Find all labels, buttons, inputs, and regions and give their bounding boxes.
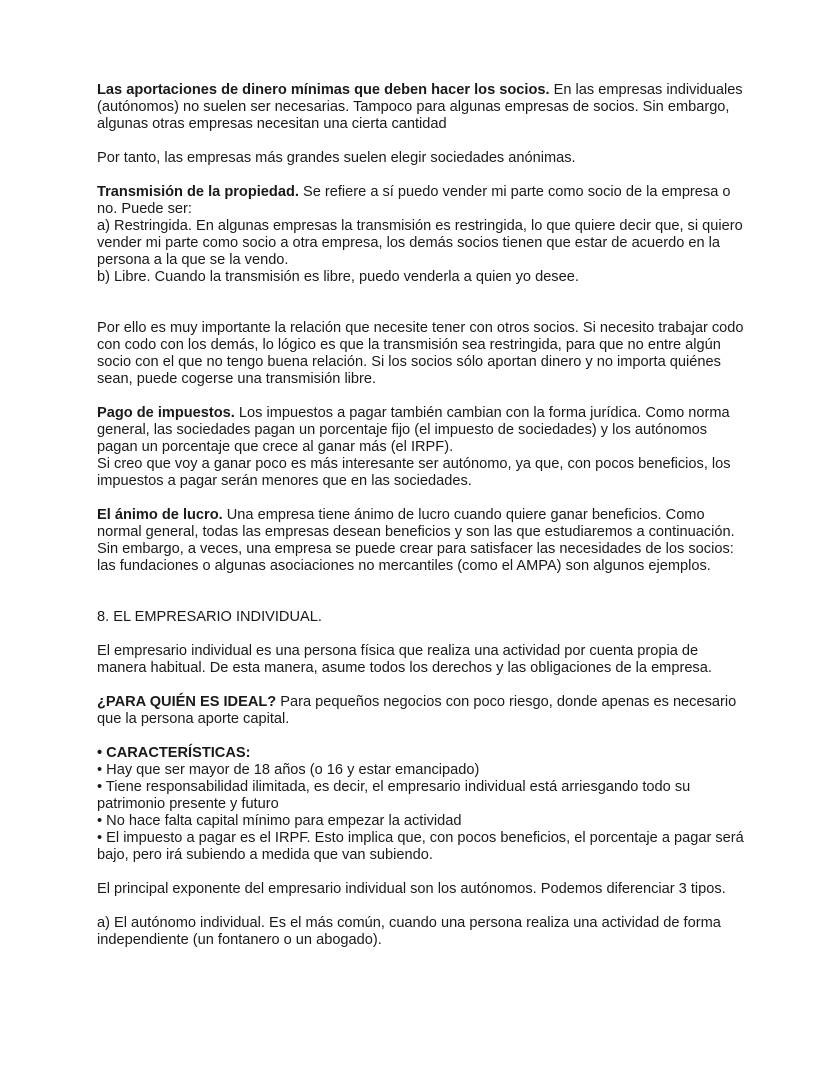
aportaciones-conclusion: Por tanto, las empresas más grandes suelen elegir sociedades anónimas.: [97, 150, 576, 166]
impuestos-text: Los impuestos a pagar también cambian con la forma jurídica. Como norma general, las sociedades pagan un porcentaje fijo (el impuesto de sociedades) y los autónomos pagan un porcentaje que crece al ganar más (el IRPF).: [97, 405, 730, 455]
feature-item: • Tiene responsabilidad ilimitada, es decir, el empresario individual está arriesgando todo su patrimonio presente y futuro: [97, 779, 691, 812]
transmision-heading: Transmisión de la propiedad.: [97, 184, 299, 200]
document-page: [97, 82, 747, 949]
impuestos-text-2: Si creo que voy a ganar poco es más interesante ser autónomo, ya que, con pocos beneficios, los impuestos a pagar serán menores que en las sociedades.: [97, 456, 731, 489]
transmision-paragraph: [97, 184, 747, 218]
lucro-paragraph: [97, 507, 747, 541]
features-heading-text: • CARACTERÍSTICAS:: [97, 745, 251, 761]
impuestos-heading: Pago de impuestos.: [97, 405, 235, 421]
lucro-heading: El ánimo de lucro.: [97, 507, 223, 523]
transmision-conclusion: Por ello es muy importante la relación que necesite tener con otros socios. Si necesito trabajar codo con codo con los demás, lo lógico es que la transmisión sea restringida, para que no entre algún socio con el que no tengo buena relación. Si los socios sólo aportan dinero y no importa quiénes sean, puede cogerse una transmisión libre.: [97, 320, 744, 387]
section-title: 8. EL EMPRESARIO INDIVIDUAL.: [97, 609, 322, 625]
aportaciones-text: En las empresas individuales (autónomos) no suelen ser necesarias. Tampoco para algunas empresas de socios. Sin embargo, algunas otras empresas necesitan una cierta cantidad: [97, 82, 743, 132]
feature-item: • El impuesto a pagar es el IRPF. Esto implica que, con pocos beneficios, el porcentaje a pagar será bajo, pero irá subiendo a medida que van subiendo.: [97, 830, 744, 863]
transmision-text: Se refiere a sí puedo vender mi parte como socio de la empresa o no. Puede ser:: [97, 184, 731, 217]
ideal-heading: ¿PARA QUIÉN ES IDEAL?: [97, 694, 277, 710]
feature-item: • Hay que ser mayor de 18 años (o 16 y estar emancipado): [97, 762, 480, 778]
feature-item: • No hace falta capital mínimo para empezar la actividad: [97, 813, 462, 829]
section-intro: El empresario individual es una persona física que realiza una actividad por cuenta propia de manera habitual. De esta manera, asume todos los derechos y las obligaciones de la empresa.: [97, 643, 712, 676]
aportaciones-paragraph: [97, 82, 747, 133]
lucro-text-2: Sin embargo, a veces, una empresa se puede crear para satisfacer las necesidades de los socios: las fundaciones o algunas asociaciones no mercantiles (como el AMPA) son algunos ejemplos.: [97, 541, 734, 574]
features-heading: [97, 745, 747, 762]
autonomos-intro: El principal exponente del empresario individual son los autónomos. Podemos diferenciar 3 tipos.: [97, 881, 726, 897]
ideal-paragraph: [97, 694, 747, 728]
impuestos-paragraph: [97, 405, 747, 456]
autonomo-type-a: a) El autónomo individual. Es el más común, cuando una persona realiza una actividad de forma independiente (un fontanero o un abogado).: [97, 915, 721, 948]
ideal-text: Para pequeños negocios con poco riesgo, donde apenas es necesario que la persona aporte capital.: [97, 694, 737, 727]
transmision-option-a: a) Restringida. En algunas empresas la transmisión es restringida, lo que quiere decir que, si quiero vender mi parte como socio a otra empresa, los demás socios tienen que estar de acuerdo en la persona a la que se la vendo.: [97, 218, 743, 268]
aportaciones-heading: Las aportaciones de dinero mínimas que deben hacer los socios.: [97, 82, 550, 98]
transmision-option-b: b) Libre. Cuando la transmisión es libre, puedo venderla a quien yo desee.: [97, 269, 579, 285]
lucro-text: Una empresa tiene ánimo de lucro cuando quiere ganar beneficios. Como normal general, todas las empresas desean beneficios y son las que estudiaremos a continuación.: [97, 507, 735, 540]
